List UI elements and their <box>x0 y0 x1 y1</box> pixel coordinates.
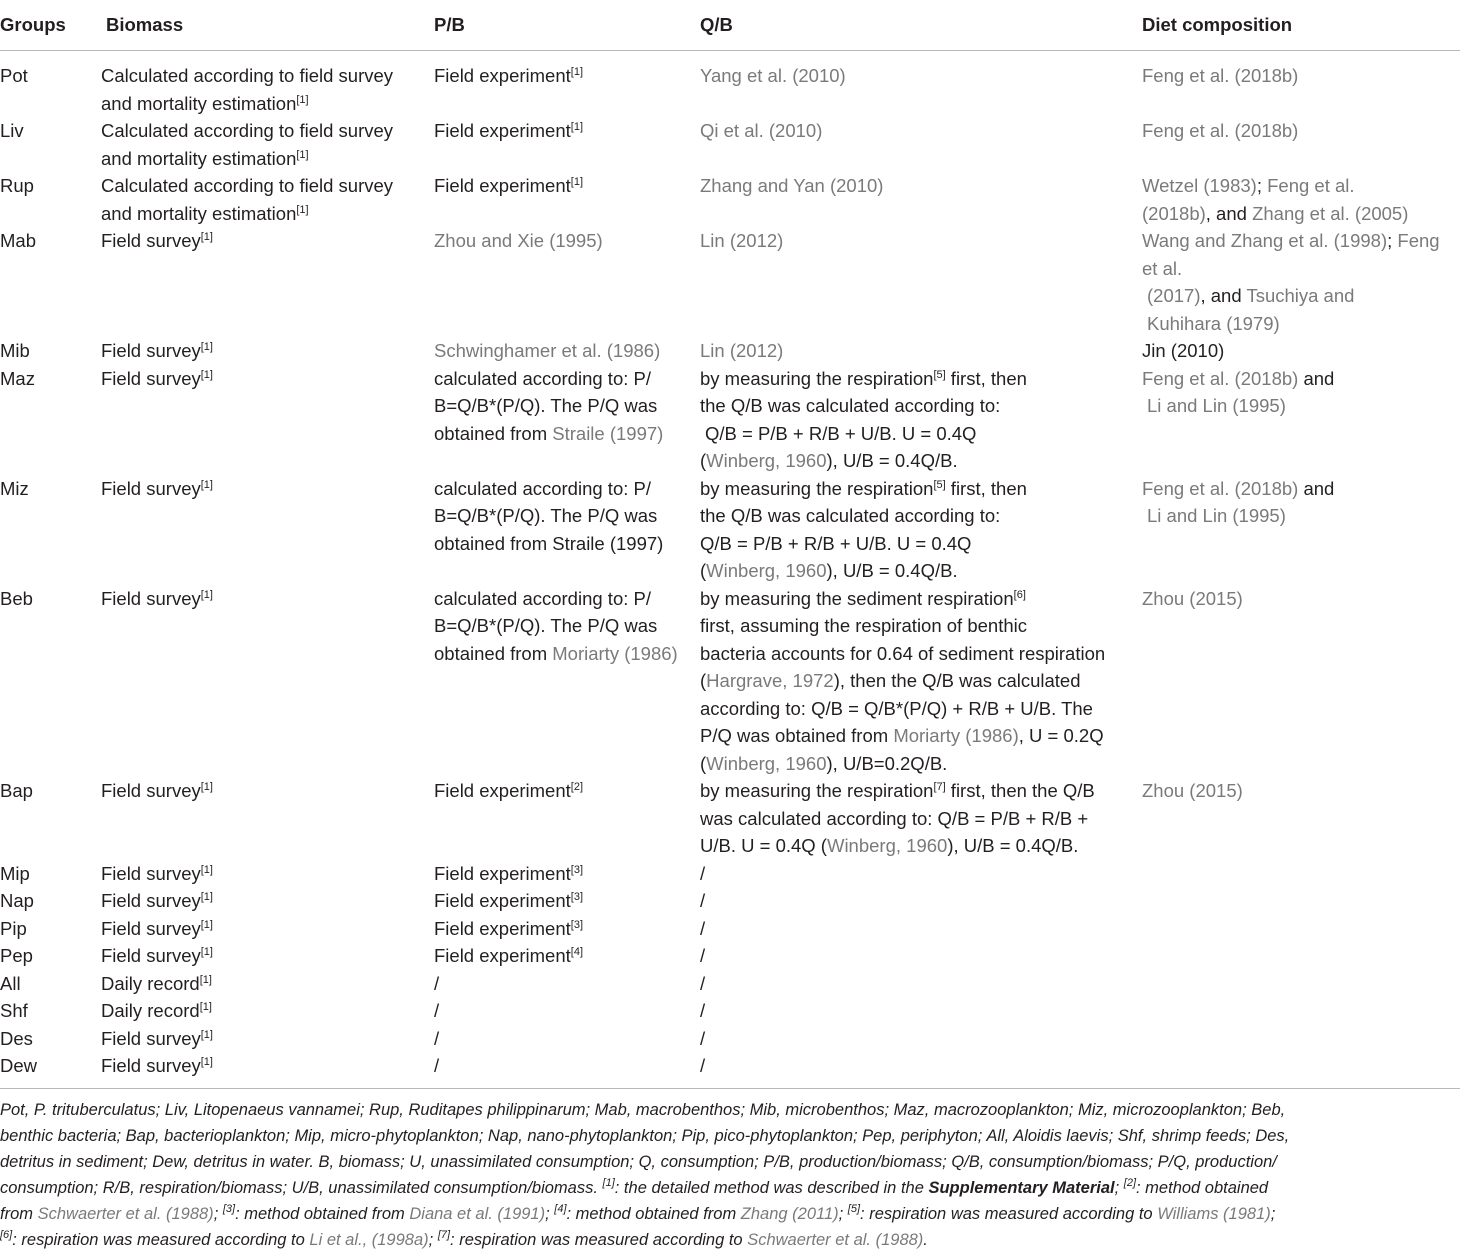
header-row <box>0 0 1460 51</box>
cell-diet-line: Li and Lin (1995) <box>1147 505 1286 526</box>
cell-qb-line: (Winberg, 1960), U/B = 0.4Q/B. <box>700 560 958 581</box>
cell-group: Rup <box>0 175 34 196</box>
cell-biomass <box>100 337 434 365</box>
footnote-line: consumption; R/B, respiration/biomass; U/B, unassimilated consumption/biomass. [1]: the detailed method was described in the Supplementary Material; [2]: method obtained <box>0 1177 1269 1197</box>
cell-diet <box>1142 51 1460 118</box>
cell-qb-line: Zhang and Yan (2010) <box>700 175 884 196</box>
cell-biomass-line: Field survey[1] <box>101 367 213 389</box>
cell-qb <box>700 117 1142 172</box>
footnote-line: [6]: respiration was measured according to Li et al., (1998a); [7]: respiration was measured according to Schwaerter et al. (1988). <box>0 1229 928 1249</box>
cell-qb-line: by measuring the respiration[5] first, then <box>700 367 1027 389</box>
cell-qb-line: / <box>700 917 706 939</box>
cell-diet-line: Wang and Zhang et al. (1998); Feng <box>1142 230 1440 251</box>
cell-pb <box>434 860 700 888</box>
cell-diet <box>1142 1025 1460 1053</box>
footnote-line: benthic bacteria; Bap, bacterioplankton; Mip, micro-phytoplankton; Nap, nano-phytoplankton; Pip, pico-phytoplankton; Pep, periphyton; All, Aloidis laevis; Shf, shrimp feeds; Des, <box>0 1127 1290 1145</box>
cell-qb-line: U/B. U = 0.4Q (Winberg, 1960), U/B = 0.4Q/B. <box>700 835 1079 856</box>
cell-group: Mab <box>0 230 36 251</box>
cell-biomass-line: Field survey[1] <box>101 917 213 939</box>
cell-biomass <box>100 51 434 118</box>
cell-pb-line: calculated according to: P/ <box>434 477 651 499</box>
cell-diet <box>1142 777 1460 860</box>
cell-pb-line: Zhou and Xie (1995) <box>434 230 603 251</box>
cell-diet <box>1142 585 1460 778</box>
cell-qb-line: / <box>700 945 706 966</box>
cell-qb-line: Lin (2012) <box>700 340 784 361</box>
header-pb: P/B <box>434 0 700 51</box>
cell-diet-line: Feng et al. (2018b) and <box>1142 477 1335 499</box>
cell-pb <box>434 1052 700 1088</box>
cell-qb-line: according to: Q/B = Q/B*(P/Q) + R/B + U/B. The <box>700 697 1093 719</box>
cell-biomass <box>100 117 434 172</box>
cell-group: Pep <box>0 945 33 966</box>
cell-qb <box>700 887 1142 915</box>
cell-pb <box>434 337 700 365</box>
cell-pb <box>434 942 700 970</box>
cell-qb-line: (Winberg, 1960), U/B = 0.4Q/B. <box>700 450 958 471</box>
cell-qb-line: by measuring the respiration[5] first, then <box>700 477 1027 499</box>
cell-qb-line: / <box>700 1027 706 1049</box>
cell-diet-line: (2018b), and Zhang et al. (2005) <box>1142 202 1409 224</box>
cell-qb-line: was calculated according to: Q/B = P/B + R/B + <box>700 807 1089 829</box>
cell-pb-line: obtained from Moriarty (1986) <box>434 642 678 664</box>
cell-qb-line: / <box>700 890 706 911</box>
cell-pb-line: / <box>434 1027 440 1049</box>
cell-pb-line: calculated according to: P/ <box>434 367 651 389</box>
cell-diet-line: Zhou (2015) <box>1142 587 1243 609</box>
cell-biomass <box>100 1025 434 1053</box>
cell-diet-line: Kuhihara (1979) <box>1147 312 1280 334</box>
cell-diet-line: (2017), and Tsuchiya and <box>1147 285 1355 306</box>
cell-pb <box>434 227 700 337</box>
table-row <box>0 365 1460 475</box>
table-row <box>0 227 1460 337</box>
cell-pb <box>434 887 700 915</box>
cell-qb <box>700 1025 1142 1053</box>
cell-qb-line: Yang et al. (2010) <box>700 65 846 86</box>
table-row <box>0 172 1460 227</box>
cell-pb <box>434 475 700 585</box>
cell-qb-line: bacteria accounts for 0.64 of sediment respiration <box>700 642 1106 664</box>
cell-biomass-line: Calculated according to field survey <box>101 175 394 196</box>
cell-pb-line: B=Q/B*(P/Q). The P/Q was <box>434 395 658 416</box>
cell-pb <box>434 777 700 860</box>
cell-pb-line: Field experiment[3] <box>434 890 583 911</box>
cell-diet-line: Zhou (2015) <box>1142 780 1243 801</box>
cell-qb-line: the Q/B was calculated according to: <box>700 395 1001 416</box>
cell-diet <box>1142 365 1460 475</box>
cell-biomass <box>100 777 434 860</box>
cell-qb-line: (Winberg, 1960), U/B=0.2Q/B. <box>700 752 948 774</box>
cell-qb-line: first, assuming the respiration of benthic <box>700 615 1027 636</box>
table-row <box>0 777 1460 860</box>
cell-qb <box>700 777 1142 860</box>
table-row <box>0 997 1460 1025</box>
cell-qb <box>700 365 1142 475</box>
cell-group: Liv <box>0 120 24 141</box>
cell-group: All <box>0 972 21 994</box>
cell-biomass-line: Calculated according to field survey <box>101 120 394 141</box>
cell-diet-line: Wetzel (1983); Feng et al. <box>1142 175 1355 196</box>
table-row <box>0 887 1460 915</box>
cell-qb-line: (Hargrave, 1972), then the Q/B was calculated <box>700 670 1081 691</box>
cell-pb-line: Field experiment[1] <box>434 175 583 196</box>
cell-group: Mib <box>0 340 30 361</box>
footnote-line: detritus in sediment; Dew, detritus in water. B, biomass; U, unassimilated consumption; Q, consumption; P/B, production/biomass; Q/B, consumption/biomass; P/Q, production/ <box>0 1153 1277 1171</box>
cell-qb-line: P/Q was obtained from Moriarty (1986), U = 0.2Q <box>700 725 1104 746</box>
header-groups: Groups <box>0 0 100 51</box>
cell-pb-line: / <box>434 1055 440 1076</box>
cell-group: Maz <box>0 367 35 389</box>
cell-diet <box>1142 860 1460 888</box>
cell-pb-line: obtained from Straile (1997) <box>434 532 664 554</box>
cell-pb <box>434 1025 700 1053</box>
cell-diet <box>1142 997 1460 1025</box>
cell-biomass-line: Field survey[1] <box>101 890 213 911</box>
cell-biomass-line: Field survey[1] <box>101 1027 213 1049</box>
cell-pb-line: Field experiment[2] <box>434 780 583 801</box>
cell-qb-line: Q/B = P/B + R/B + U/B. U = 0.4Q <box>705 422 977 444</box>
cell-pb <box>434 915 700 943</box>
header-biomass: Biomass <box>100 0 434 51</box>
cell-pb-line: Field experiment[3] <box>434 862 583 884</box>
cell-biomass-line: Field survey[1] <box>101 587 213 609</box>
cell-qb <box>700 942 1142 970</box>
cell-qb <box>700 1052 1142 1088</box>
cell-group: Mip <box>0 862 30 884</box>
cell-biomass-line: Field survey[1] <box>101 230 213 251</box>
cell-biomass <box>100 997 434 1025</box>
cell-biomass-line: Field survey[1] <box>101 862 213 884</box>
cell-pb-line: / <box>434 972 440 994</box>
cell-biomass <box>100 915 434 943</box>
cell-qb-line: / <box>700 972 706 994</box>
table-footnote <box>0 1088 1460 1253</box>
cell-diet <box>1142 1052 1460 1088</box>
cell-pb <box>434 117 700 172</box>
cell-qb-line: Qi et al. (2010) <box>700 120 823 141</box>
cell-diet <box>1142 942 1460 970</box>
header-diet: Diet composition <box>1142 0 1460 51</box>
cell-pb-line: B=Q/B*(P/Q). The P/Q was <box>434 505 658 526</box>
table-row <box>0 1025 1460 1053</box>
footnote-line: Pot, P. trituberculatus; Liv, Litopenaeus vannamei; Rup, Ruditapes philippinarum; Mab, macrobenthos; Mib, microbenthos; Maz, macrozooplankton; Miz, microzooplankton; Beb, <box>0 1101 1286 1119</box>
cell-diet <box>1142 970 1460 998</box>
cell-pb-line: calculated according to: P/ <box>434 587 651 609</box>
cell-diet <box>1142 475 1460 585</box>
cell-pb-line: Field experiment[4] <box>434 945 583 966</box>
cell-group: Des <box>0 1027 33 1049</box>
cell-biomass-line: Field survey[1] <box>101 340 213 361</box>
cell-group: Miz <box>0 477 29 499</box>
cell-biomass-line: Field survey[1] <box>101 477 213 499</box>
cell-group: Bap <box>0 780 33 801</box>
cell-biomass-line: and mortality estimation[1] <box>101 202 309 224</box>
cell-biomass <box>100 365 434 475</box>
cell-qb-line: / <box>700 1055 706 1076</box>
cell-pb <box>434 51 700 118</box>
cell-biomass <box>100 227 434 337</box>
cell-biomass-line: and mortality estimation[1] <box>101 147 309 169</box>
cell-pb-line: / <box>434 1000 440 1021</box>
cell-group: Shf <box>0 1000 28 1021</box>
table-body <box>0 51 1460 1088</box>
cell-pb-line: Field experiment[1] <box>434 65 583 86</box>
cell-biomass <box>100 887 434 915</box>
cell-qb-line: / <box>700 1000 706 1021</box>
cell-qb-line: Lin (2012) <box>700 230 784 251</box>
cell-pb-line: B=Q/B*(P/Q). The P/Q was <box>434 615 658 636</box>
table-row <box>0 51 1460 118</box>
table-row <box>0 942 1460 970</box>
cell-qb <box>700 997 1142 1025</box>
cell-group: Nap <box>0 890 34 911</box>
header-qb: Q/B <box>700 0 1142 51</box>
cell-diet <box>1142 172 1460 227</box>
cell-biomass-line: Daily record[1] <box>101 1000 212 1021</box>
cell-diet-line: Feng et al. (2018b) <box>1142 65 1299 86</box>
table-row <box>0 337 1460 365</box>
cell-biomass <box>100 172 434 227</box>
table-row <box>0 860 1460 888</box>
cell-pb-line: Field experiment[3] <box>434 917 583 939</box>
cell-group: Pot <box>0 65 28 86</box>
cell-diet <box>1142 227 1460 337</box>
cell-biomass <box>100 970 434 998</box>
cell-biomass <box>100 1052 434 1088</box>
cell-biomass-line: Field survey[1] <box>101 945 213 966</box>
cell-qb-line: Q/B = P/B + R/B + U/B. U = 0.4Q <box>700 532 972 554</box>
cell-diet-line: Li and Lin (1995) <box>1147 395 1286 416</box>
cell-pb <box>434 997 700 1025</box>
footnote-line: from Schwaerter et al. (1988); [3]: method obtained from Diana et al. (1991); [4]: method obtained from Zhang (2011); [5]: respiration was measured according to Williams (1981); <box>0 1203 1276 1223</box>
cell-diet-line: Jin (2010) <box>1142 340 1225 361</box>
cell-pb <box>434 585 700 778</box>
cell-group: Beb <box>0 587 33 609</box>
cell-biomass-line: Daily record[1] <box>101 972 212 994</box>
table-row <box>0 475 1460 585</box>
cell-group: Dew <box>0 1055 38 1076</box>
cell-qb-line: the Q/B was calculated according to: <box>700 505 1001 526</box>
cell-qb-line: / <box>700 862 706 884</box>
cell-pb-line: Schwinghamer et al. (1986) <box>434 340 661 361</box>
cell-diet-line: Feng et al. (2018b) <box>1142 120 1299 141</box>
cell-diet <box>1142 337 1460 365</box>
cell-pb-line: obtained from Straile (1997) <box>434 422 664 444</box>
table-row <box>0 1052 1460 1088</box>
cell-qb <box>700 970 1142 998</box>
cell-diet <box>1142 117 1460 172</box>
cell-qb <box>700 860 1142 888</box>
cell-qb-line: by measuring the sediment respiration[6] <box>700 587 1026 609</box>
cell-qb-line: by measuring the respiration[7] first, then the Q/B <box>700 780 1095 801</box>
cell-group: Pip <box>0 917 27 939</box>
cell-pb <box>434 970 700 998</box>
cell-biomass <box>100 942 434 970</box>
cell-diet <box>1142 915 1460 943</box>
cell-pb <box>434 172 700 227</box>
cell-pb <box>434 365 700 475</box>
cell-diet-line: Feng et al. (2018b) and <box>1142 367 1335 389</box>
cell-qb <box>700 915 1142 943</box>
cell-pb-line: Field experiment[1] <box>434 120 583 141</box>
cell-biomass <box>100 860 434 888</box>
table-row <box>0 970 1460 998</box>
cell-qb <box>700 172 1142 227</box>
table-row <box>0 117 1460 172</box>
cell-biomass-line: Field survey[1] <box>101 1055 213 1076</box>
table-row <box>0 915 1460 943</box>
cell-qb <box>700 51 1142 118</box>
cell-biomass-line: and mortality estimation[1] <box>101 92 309 114</box>
cell-biomass-line: Field survey[1] <box>101 780 213 801</box>
table-row <box>0 585 1460 778</box>
cell-diet-line: et al. <box>1142 257 1183 279</box>
cell-qb <box>700 585 1142 778</box>
cell-diet <box>1142 887 1460 915</box>
cell-qb <box>700 475 1142 585</box>
cell-qb <box>700 227 1142 337</box>
cell-qb <box>700 337 1142 365</box>
cell-biomass-line: Calculated according to field survey <box>101 65 394 86</box>
cell-biomass <box>100 585 434 778</box>
cell-biomass <box>100 475 434 585</box>
